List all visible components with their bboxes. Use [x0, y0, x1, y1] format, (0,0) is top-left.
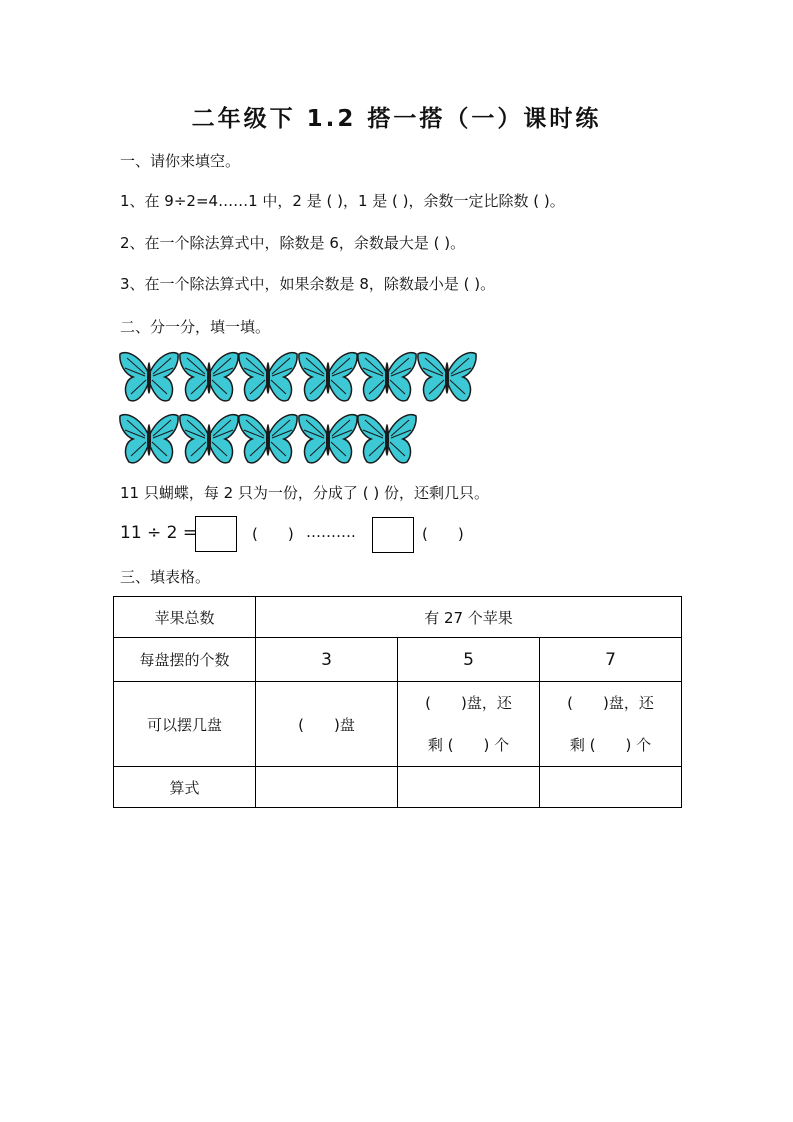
remainder-dots: ……….	[306, 523, 356, 541]
butterfly-image	[119, 412, 179, 468]
plates-5-line2: 剩 ( ) 个	[427, 736, 510, 754]
butterfly-image	[119, 350, 179, 406]
total-value: 有 27 个苹果	[256, 597, 682, 638]
plates-cell-5[interactable]	[398, 682, 540, 767]
butterfly-image	[357, 350, 417, 406]
per-plate-3: 3	[256, 638, 398, 682]
row-label-plates: 可以摆几盘	[114, 682, 256, 767]
formula-cell-3[interactable]	[256, 767, 398, 808]
plates-cell-3[interactable]: ( )盘	[256, 682, 398, 767]
butterfly-image	[238, 412, 298, 468]
butterfly-image	[298, 412, 358, 468]
per-plate-7: 7	[540, 638, 682, 682]
section2-heading: 二、分一分，填一填。	[120, 318, 271, 336]
section3-heading: 三、填表格。	[120, 568, 211, 586]
row-label-formula: 算式	[114, 767, 256, 808]
butterfly-image	[238, 350, 298, 406]
plates-5-line1: ( )盘，还	[425, 694, 512, 712]
answer-box-remainder[interactable]	[372, 517, 414, 553]
answer-box-quotient[interactable]	[195, 516, 237, 552]
plates-7-line2: 剩 ( ) 个	[569, 736, 652, 754]
butterfly-image	[357, 412, 417, 468]
formula-cell-5[interactable]	[398, 767, 540, 808]
plates-cell-7[interactable]	[540, 682, 682, 767]
row-label-total: 苹果总数	[114, 597, 256, 638]
equation-left: 11 ÷ 2 =	[120, 523, 198, 543]
butterfly-sentence: 11 只蝴蝶，每 2 只为一份，分成了 ( ) 份，还剩几只。	[120, 484, 489, 502]
remainder-unit-paren: ( )	[422, 525, 464, 543]
apple-table	[113, 596, 682, 808]
row-label-per-plate: 每盘摆的个数	[114, 638, 256, 682]
question-2: 2、在一个除法算式中，除数是 6，余数最大是 ( )。	[120, 234, 466, 252]
formula-cell-7[interactable]	[540, 767, 682, 808]
page-title: 二年级下 1.2 搭一搭（一）课时练	[191, 106, 602, 132]
butterfly-image	[179, 350, 239, 406]
quotient-unit-paren: ( )	[252, 525, 294, 543]
question-3: 3、在一个除法算式中，如果余数是 8，除数最小是 ( )。	[120, 275, 496, 293]
question-1: 1、在 9÷2=4……1 中，2 是 ( )，1 是 ( )，余数一定比除数 ( )。	[120, 192, 565, 210]
butterfly-image	[417, 350, 477, 406]
butterfly-image	[179, 412, 239, 468]
per-plate-5: 5	[398, 638, 540, 682]
butterfly-image	[298, 350, 358, 406]
section1-heading: 一、请你来填空。	[120, 152, 241, 170]
plates-7-line1: ( )盘，还	[567, 694, 654, 712]
